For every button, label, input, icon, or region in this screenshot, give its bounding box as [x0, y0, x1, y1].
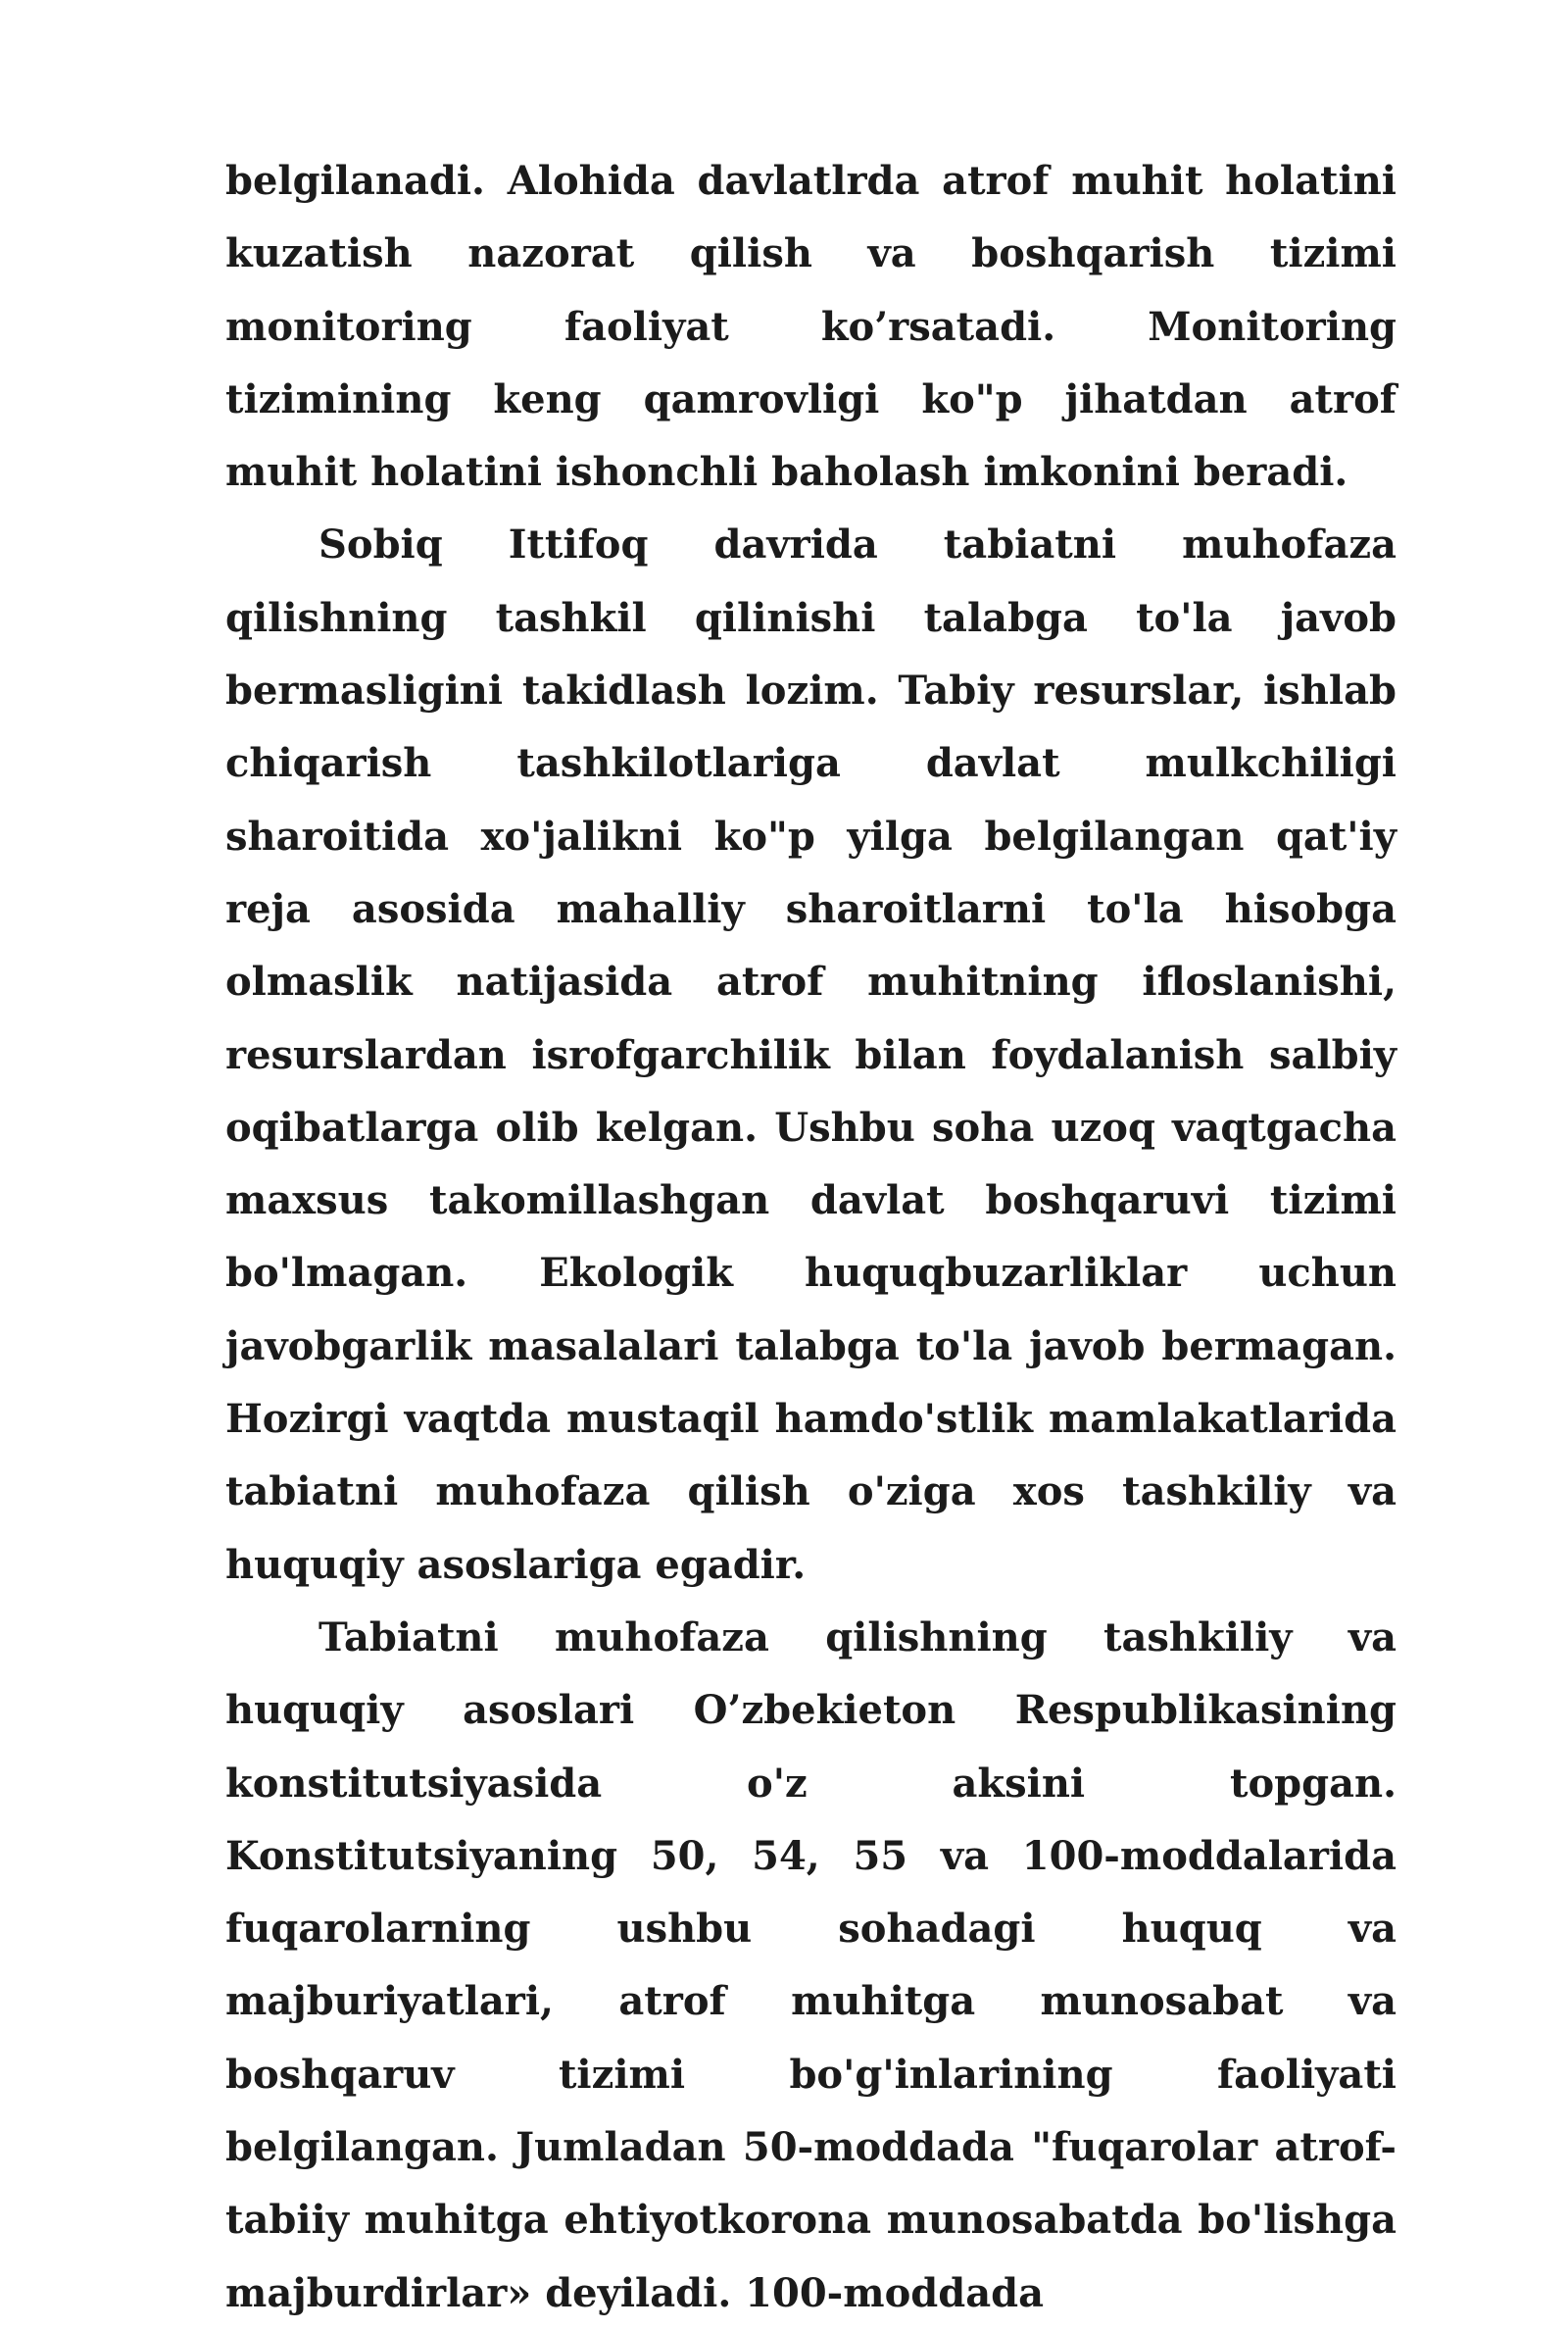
paragraph-1: belgilanadi. Alohida davlatlrda atrof muhit holatini kuzatish nazorat qilish va boshqarish tizimi monitoring faoliyat ko’rsatadi. Monitoring tizimining keng qamrovligi ko"p jihatdan atrof muhit holatini ishonchli baholash imkonini beradi.	[225, 158, 1396, 496]
paragraph-2: Sobiq Ittifoq davrida tabiatni muhofaza qilishning tashkil qilinishi talabga to'la javob bermasligini takidlash lozim. Tabiy resurslar, ishlab chiqarish tashkilotlariga davlat mulkchiligi sharoitida xo'jalikni ko"p yilga belgilangan qat'iy reja asosida mahalliy sharoitlarni to'la hisobga olmaslik natijasida atrof muhitning ifloslanishi, resurslardan isrofgarchilik bilan foydalanish salbiy oqibatlarga olib kelgan. Ushbu soha uzoq vaqtgacha maxsus takomillashgan davlat boshqaruvi tizimi bo'lmagan. Ekologik huquqbuzarliklar uchun javobgarlik masalalari talabga to'la javob bermagan. Hozirgi vaqtda mustaqil hamdo'stlik mamlakatlarida tabiatni muhofaza qilish o'ziga xos tashkiliy va huquqiy asoslariga egadir.	[225, 521, 1396, 1588]
paragraph-3: Tabiatni muhofaza qilishning tashkiliy va huquqiy asoslari O’zbekieton Respublikasining konstitutsiyasida o'z aksini topgan. Konstitutsiyaning 50, 54, 55 va 100-moddalarida fuqarolarning ushbu sohadagi huquq va majburiyatlari, atrof muhitga munosabat va boshqaruv tizimi bo'g'inlarining faoliyati belgilangan. Jumladan 50-moddada "fuqarolar atrof-tabiiy muhitga ehtiyotkorona munosabatda bo'lishga majburdirlar» deyiladi. 100-moddada	[225, 1613, 1396, 2316]
document-page	[225, 145, 1396, 2330]
